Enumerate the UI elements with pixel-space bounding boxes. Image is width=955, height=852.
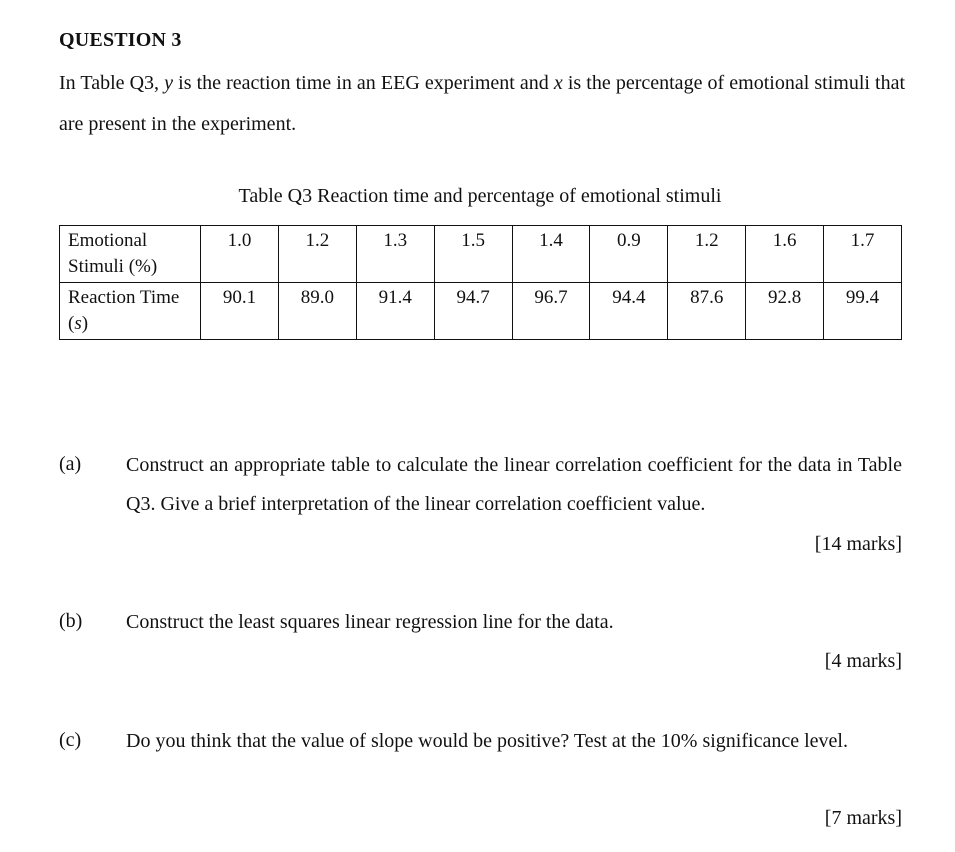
- table-cell: 90.1: [201, 283, 279, 340]
- part-c-label: (c): [59, 729, 82, 751]
- table-cell: 91.4: [356, 283, 434, 340]
- row-label: Reaction Time (s): [60, 283, 201, 340]
- part-c-marks: [7 marks]: [824, 807, 902, 829]
- part-b-marks: [4 marks]: [824, 650, 902, 672]
- table-caption: Table Q3 Reaction time and percentage of emotional stimuli: [238, 185, 722, 207]
- row-label: Emotional Stimuli (%): [60, 226, 201, 283]
- part-a-text: Construct an appropriate table to calculate the linear correlation coefficient for the data in Table Q3. Give a brief interpretation of the linear correlation coefficient value.: [126, 454, 902, 515]
- table-row-reaction-time: [60, 283, 902, 340]
- table-cell: 1.6: [746, 226, 824, 283]
- table-cell: 1.2: [668, 226, 746, 283]
- part-b-text: Construct the least squares linear regression line for the data.: [126, 611, 614, 633]
- question-intro: In Table Q3, y is the reaction time in an EEG experiment and x is the percentage of emotional stimuli that are present in the experiment.: [59, 72, 906, 135]
- table-cell: 87.6: [668, 283, 746, 340]
- table-cell: 99.4: [824, 283, 902, 340]
- table-cell: 94.4: [590, 283, 668, 340]
- part-a-marks: [14 marks]: [814, 533, 902, 555]
- variable-y: y: [164, 72, 174, 94]
- table-cell: 94.7: [434, 283, 512, 340]
- table-row-emotional-stimuli: [60, 226, 902, 283]
- question-heading: QUESTION 3: [59, 29, 182, 51]
- table-cell: 1.5: [434, 226, 512, 283]
- table-cell: 1.3: [356, 226, 434, 283]
- table-cell: 89.0: [278, 283, 356, 340]
- table-cell: 96.7: [512, 283, 590, 340]
- table-cell: 1.7: [824, 226, 902, 283]
- part-c-text: Do you think that the value of slope would be positive? Test at the 10% significance level.: [126, 730, 848, 752]
- data-table: [59, 225, 902, 340]
- table-cell: 1.0: [201, 226, 279, 283]
- table-cell: 92.8: [746, 283, 824, 340]
- variable-x: x: [553, 72, 563, 94]
- table-cell: 0.9: [590, 226, 668, 283]
- part-b-label: (b): [59, 610, 83, 632]
- table-cell: 1.2: [278, 226, 356, 283]
- part-a-label: (a): [59, 453, 82, 475]
- table-cell: 1.4: [512, 226, 590, 283]
